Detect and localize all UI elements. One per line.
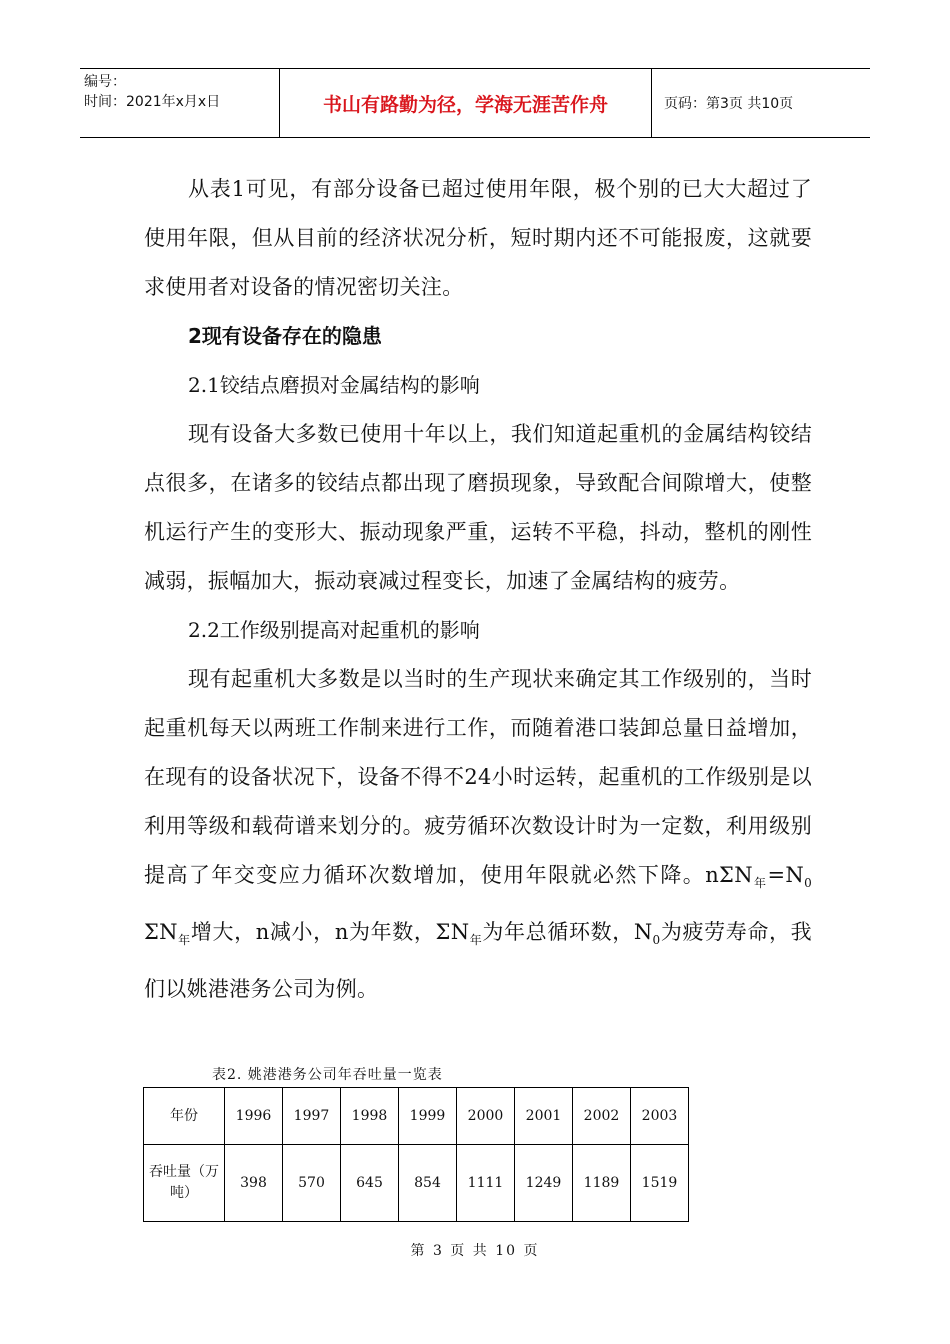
throughput-table bbox=[143, 1087, 689, 1222]
time-label: 时间：2021年x月x日 bbox=[84, 94, 221, 110]
table-cell: 2001 bbox=[515, 1088, 573, 1145]
table-cell: 1189 bbox=[573, 1145, 631, 1222]
paragraph-3 bbox=[144, 655, 812, 1014]
subscript-nian-1: 年 bbox=[752, 876, 768, 891]
table-cell: 1997 bbox=[283, 1088, 341, 1145]
table-cell: 398 bbox=[225, 1145, 283, 1222]
table-cell: 2002 bbox=[573, 1088, 631, 1145]
equals-n: =N bbox=[767, 863, 805, 887]
subscript-zero-2: 0 bbox=[652, 933, 661, 948]
paragraph-1: 从表1可见，有部分设备已超过使用年限，极个别的已大大超过了使用年限，但从目前的经济状况分析，短时期内还不可能报废，这就要求使用者对设备的情况密切关注。 bbox=[144, 177, 812, 299]
table-cell: 1999 bbox=[399, 1088, 457, 1145]
para3-text-c: 增大，n减小，n为年数，ΣN bbox=[190, 920, 470, 945]
table-cell: 2000 bbox=[457, 1088, 515, 1145]
document-body bbox=[144, 165, 812, 1014]
header-meta bbox=[80, 69, 280, 137]
table-cell: 1111 bbox=[457, 1145, 515, 1222]
subscript-nian-2: 年 bbox=[177, 933, 191, 948]
page-footer: 第 3 页 共 10 页 bbox=[410, 1243, 540, 1259]
subsection-heading-2-1: 2.1铰结点磨损对金属结构的影响 bbox=[188, 373, 480, 397]
number-label: 编号： bbox=[84, 74, 126, 90]
para3-text-d: 为年总循环数，N bbox=[482, 920, 653, 945]
subscript-zero-1: 0 bbox=[804, 876, 812, 891]
table-row bbox=[144, 1088, 689, 1145]
paragraph-2: 现有设备大多数已使用十年以上，我们知道起重机的金属结构铰结点很多，在诸多的铰结点都出现了磨损现象，导致配合间隙增大，使整机运行产生的变形大、振动现象严重，运转不平稳，抖动，整机的刚性减弱，振幅加大，振动衰减过程变长，加速了金属结构的疲劳。 bbox=[144, 422, 812, 593]
page-header bbox=[80, 68, 870, 138]
para3-text-a: 现有起重机大多数是以当时的生产现状来确定其工作级别的，当时起重机每天以两班工作制来进行工作，而随着港口装卸总量日益增加，在现有的设备状况下，设备不得不24小时运转，起重机的工作级别是以利用等级和载荷谱来划分的。疲劳循环次数设计时为一定数，利用级别提高了年交变应力循环次数增加，使用年限就必然下降。nΣN bbox=[144, 667, 812, 887]
table-cell: 1996 bbox=[225, 1088, 283, 1145]
table-row bbox=[144, 1145, 689, 1222]
subsection-heading-2-2: 2.2工作级别提高对起重机的影响 bbox=[188, 618, 480, 642]
header-motto: 书山有路勤为径，学海无涯苦作舟 bbox=[280, 69, 652, 137]
header-page-info: 页码：第3页 共10页 bbox=[664, 96, 794, 112]
para3-text-b: ΣN bbox=[144, 920, 178, 945]
row-label-throughput: 吞吐量（万吨） bbox=[144, 1145, 225, 1222]
table-cell: 1998 bbox=[341, 1088, 399, 1145]
table-cell: 570 bbox=[283, 1145, 341, 1222]
table-cell: 645 bbox=[341, 1145, 399, 1222]
subscript-nian-3: 年 bbox=[469, 933, 483, 948]
table-cell: 2003 bbox=[631, 1088, 689, 1145]
table-cell: 854 bbox=[399, 1145, 457, 1222]
section-heading-2: 2现有设备存在的隐患 bbox=[188, 324, 382, 348]
row-label-year: 年份 bbox=[144, 1088, 225, 1145]
para3-text-e: 为疲劳寿命，我们以姚港港务公司为例。 bbox=[144, 920, 812, 1002]
table-cell: 1249 bbox=[515, 1145, 573, 1222]
table-cell: 1519 bbox=[631, 1145, 689, 1222]
table-caption: 表2. 姚港港务公司年吞吐量一览表 bbox=[212, 1067, 443, 1083]
